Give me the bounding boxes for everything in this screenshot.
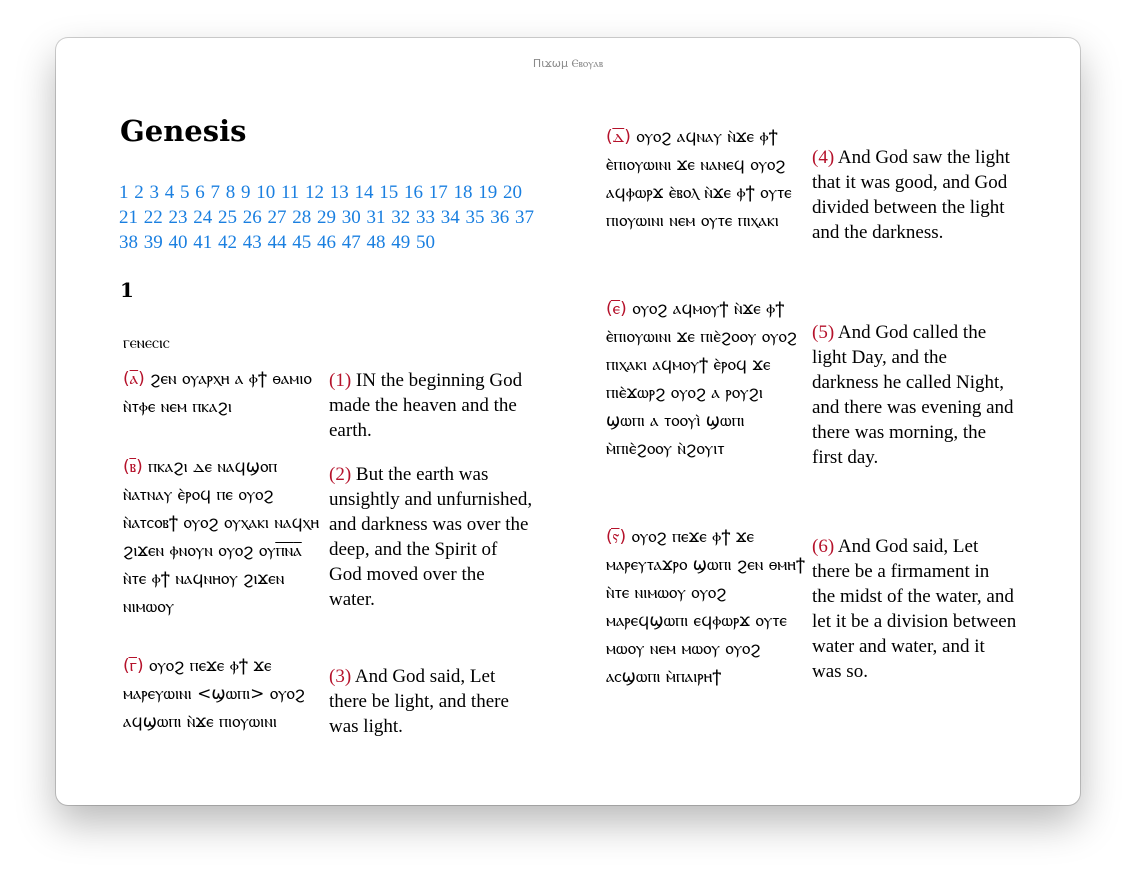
chapter-link-28[interactable]: 28 — [292, 207, 312, 228]
chapter-link-41[interactable]: 41 — [193, 232, 213, 253]
coptic-verse-3 — [123, 652, 323, 742]
chapter-link-42[interactable]: 42 — [218, 232, 237, 253]
coptic-verse-text: ⲟⲩⲟϩ ⲁϥⲛⲁⲩ ⲛ̀ϫⲉ ⲫϯ ⲉ̀ⲡⲓⲟⲩⲱⲓⲛⲓ ϫⲉ ⲛⲁⲛⲉϥ ⲟⲩⲟϩ ⲁϥⲫⲱⲣϫ ⲉ̀ⲃⲟⲗ ⲛ̀ϫⲉ ⲫϯ ⲟⲩⲧⲉ ⲡⲓⲟⲩⲱⲓⲛⲓ ⲛⲉⲙ ⲟⲩⲧⲉ ⲡⲓⲭⲁⲕⲓ — [606, 127, 792, 231]
chapter-link-37[interactable]: 37 — [515, 207, 534, 228]
chapter-link-14[interactable]: 14 — [354, 182, 374, 203]
verse-number: (3) — [329, 666, 352, 687]
chapter-link-2[interactable]: 2 — [134, 182, 144, 203]
coptic-verse-5 — [606, 295, 806, 463]
chapter-link-34[interactable]: 34 — [440, 207, 460, 228]
coptic-verse-number: (ⲉ̅) — [606, 299, 627, 319]
chapter-link-32[interactable]: 32 — [391, 207, 411, 228]
coptic-verse-number: (ⲅ̅) — [123, 656, 144, 676]
chapter-link-27[interactable]: 27 — [267, 207, 287, 228]
reader-window — [56, 38, 1080, 805]
chapter-link-5[interactable]: 5 — [180, 182, 190, 203]
verse-number: (2) — [329, 464, 352, 485]
coptic-verse-number: (ⲃ̅) — [123, 457, 143, 477]
verse-text: And God saw the light that it was good, and God divided between the light and the darkness. — [812, 147, 1010, 243]
verse-number: (4) — [812, 147, 835, 168]
chapter-link-48[interactable]: 48 — [366, 232, 386, 253]
english-verse-3 — [329, 664, 534, 739]
chapter-link-11[interactable]: 11 — [281, 182, 300, 203]
chapter-link-16[interactable]: 16 — [404, 182, 424, 203]
chapter-link-22[interactable]: 22 — [143, 207, 163, 228]
chapter-link-30[interactable]: 30 — [341, 207, 361, 228]
chapter-link-4[interactable]: 4 — [164, 182, 175, 203]
verse-text: And God called the light Day, and the darkness he called Night, and there was evening and there was morning, the first day. — [812, 322, 1014, 468]
verse-number: (1) — [329, 370, 352, 391]
chapter-link-17[interactable]: 17 — [428, 182, 448, 203]
chapter-link-26[interactable]: 26 — [242, 207, 262, 228]
chapter-link-list — [119, 180, 544, 255]
chapter-link-21[interactable]: 21 — [119, 207, 138, 228]
chapter-link-8[interactable]: 8 — [225, 182, 236, 203]
coptic-verse-1 — [123, 365, 323, 421]
english-verse-2 — [329, 462, 534, 612]
chapter-heading: 1 — [120, 278, 134, 302]
coptic-verse-number: (ⲋ̅) — [606, 527, 627, 547]
chapter-link-36[interactable]: 36 — [490, 207, 510, 228]
english-verse-6 — [812, 534, 1017, 684]
chapter-link-29[interactable]: 29 — [317, 207, 336, 228]
coptic-verse-text: ϩⲉⲛ ⲟⲩⲁⲣⲭⲏ ⲁ ⲫϯ ⲑⲁⲙⲓⲟ ⲛ̀ⲧⲫⲉ ⲛⲉⲙ ⲡⲕⲁϩⲓ — [123, 369, 312, 417]
coptic-verse-number: (ⲇ̅) — [606, 127, 631, 147]
coptic-verse-6 — [606, 523, 811, 691]
chapter-link-3[interactable]: 3 — [149, 182, 159, 203]
chapter-link-1[interactable]: 1 — [119, 182, 129, 203]
chapter-link-40[interactable]: 40 — [168, 232, 188, 253]
chapter-link-43[interactable]: 43 — [242, 232, 262, 253]
chapter-link-23[interactable]: 23 — [168, 207, 188, 228]
chapter-link-18[interactable]: 18 — [453, 182, 473, 203]
coptic-verse-text: ⲟⲩⲟϩ ⲁϥⲙⲟⲩϯ ⲛ̀ϫⲉ ⲫϯ ⲉ̀ⲡⲓⲟⲩⲱⲓⲛⲓ ϫⲉ ⲡⲓⲉ̀ϩⲟⲟⲩ ⲟⲩⲟϩ ⲡⲓⲭⲁⲕⲓ ⲁϥⲙⲟⲩϯ ⲉ̀ⲣⲟϥ ϫⲉ ⲡⲓⲉ̀ϫⲱⲣϩ ⲟⲩⲟϩ ⲁ ⲣⲟⲩϩⲓ ϣⲱⲡⲓ ⲁ ⲧⲟⲟⲩⲓ̀ ϣⲱⲡⲓ ⲙ̀ⲡⲓⲉ̀ϩⲟⲟⲩ ⲛ̀ϩⲟⲩⲓⲧ — [606, 299, 797, 459]
chapter-link-31[interactable]: 31 — [366, 207, 386, 228]
chapter-link-35[interactable]: 35 — [465, 207, 485, 228]
chapter-link-39[interactable]: 39 — [143, 232, 163, 253]
chapter-link-10[interactable]: 10 — [256, 182, 276, 203]
book-title: Genesis — [120, 114, 247, 148]
chapter-link-45[interactable]: 45 — [292, 232, 312, 253]
chapter-link-9[interactable]: 9 — [241, 182, 251, 203]
coptic-verse-text: ⲟⲩⲟϩ ⲡⲉϫⲉ ⲫϯ ϫⲉ ⲙⲁⲣⲉⲩⲱⲓⲛⲓ <ϣⲱⲡⲓ> ⲟⲩⲟϩ ⲁϥϣⲱⲡⲓ ⲛ̀ϫⲉ ⲡⲓⲟⲩⲱⲓⲛⲓ — [123, 656, 305, 732]
chapter-link-49[interactable]: 49 — [391, 232, 411, 253]
verse-text: And God said, Let there be light, and there was light. — [329, 666, 509, 737]
chapter-link-12[interactable]: 12 — [305, 182, 325, 203]
chapter-link-25[interactable]: 25 — [218, 207, 237, 228]
verse-text: And God said, Let there be a firmament in the midst of the water, and let it be a division between water and water, and it was so. — [812, 536, 1017, 682]
chapter-link-13[interactable]: 13 — [329, 182, 349, 203]
verse-number: (6) — [812, 536, 835, 557]
chapter-link-15[interactable]: 15 — [379, 182, 399, 203]
chapter-link-33[interactable]: 33 — [416, 207, 435, 228]
coptic-verse-text: ⲟⲩⲟϩ ⲡⲉϫⲉ ⲫϯ ϫⲉ ⲙⲁⲣⲉⲩⲧⲁϫⲣⲟ ϣⲱⲡⲓ ϩⲉⲛ ⲑⲙⲏϯ ⲛ̀ⲧⲉ ⲛⲓⲙⲱⲟⲩ ⲟⲩⲟϩ ⲙⲁⲣⲉϥϣⲱⲡⲓ ⲉϥⲫⲱⲣϫ ⲟⲩⲧⲉ ⲙⲱⲟⲩ ⲛⲉⲙ ⲙⲱⲟⲩ ⲟⲩⲟϩ ⲁⲥϣⲱⲡⲓ ⲙ̀ⲡⲁⲓⲣⲏϯ — [606, 527, 805, 687]
english-verse-4 — [812, 145, 1017, 245]
coptic-book-label: ⲅⲉⲛⲉⲥⲓⲥ — [123, 333, 170, 352]
coptic-verse-number: (ⲁ̅) — [123, 369, 145, 389]
verse-text: But the earth was unsightly and unfurnished, and darkness was over the deep, and the Spirit of God moved over the water. — [329, 464, 533, 610]
window-title: Πιϫωμ Ⲉⲃⲟⲩⲁⲃ — [532, 57, 604, 70]
coptic-verse-2 — [123, 453, 323, 621]
chapter-link-46[interactable]: 46 — [317, 232, 336, 253]
chapter-link-38[interactable]: 38 — [119, 232, 138, 253]
chapter-link-7[interactable]: 7 — [210, 182, 220, 203]
chapter-link-50[interactable]: 50 — [416, 232, 435, 253]
chapter-link-20[interactable]: 20 — [503, 182, 523, 203]
chapter-link-19[interactable]: 19 — [478, 182, 498, 203]
chapter-link-47[interactable]: 47 — [341, 232, 361, 253]
chapter-link-6[interactable]: 6 — [195, 182, 205, 203]
coptic-verse-text: ⲡⲕⲁϩⲓ ⲇⲉ ⲛⲁϥϣⲟⲡ ⲛ̀ⲁⲧⲛⲁⲩ ⲉ̀ⲣⲟϥ ⲡⲉ ⲟⲩⲟϩ ⲛ̀ⲁⲧⲥⲟⲃϯ ⲟⲩⲟϩ ⲟⲩⲭⲁⲕⲓ ⲛⲁϥⲭⲏ ϩⲓϫⲉⲛ ⲫⲛⲟⲩⲛ ⲟⲩⲟϩ ⲟⲩⲡ̅ⲛ̅ⲁ̅ ⲛ̀ⲧⲉ ⲫϯ ⲛⲁϥⲛⲏⲟⲩ ϩⲓϫⲉⲛ ⲛⲓⲙⲱⲟⲩ — [123, 457, 320, 617]
english-verse-5 — [812, 320, 1017, 470]
verse-number: (5) — [812, 322, 835, 343]
chapter-link-44[interactable]: 44 — [267, 232, 287, 253]
english-verse-1 — [329, 368, 534, 443]
verse-text: IN the beginning God made the heaven and the earth. — [329, 370, 523, 441]
coptic-verse-4 — [606, 123, 806, 235]
chapter-link-24[interactable]: 24 — [193, 207, 213, 228]
